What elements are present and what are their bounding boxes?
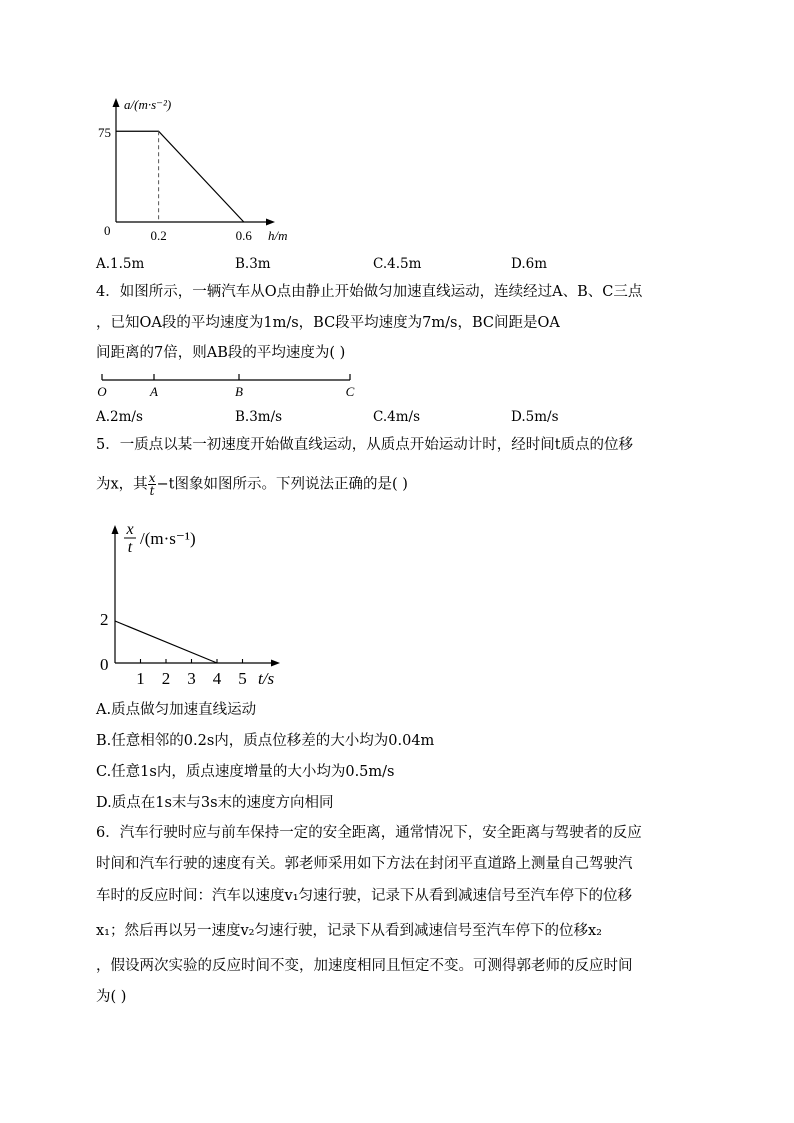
q5-line-2-pre: 为x，其 (96, 476, 148, 493)
q5-option-d: D.质点在1s末与3s末的速度方向相同 (96, 795, 334, 811)
q6-line-1: 6．汽车行驶时应与前车保持一定的安全距离，通常情况下，安全距离与驾驶者的反应 (96, 825, 642, 841)
q5-option-b: B.任意相邻的0.2s内，质点位移差的大小均为0.04m (96, 733, 435, 749)
y-axis-arrow (113, 98, 120, 107)
q4-option-c: C.4m/s (373, 409, 421, 425)
point-b: B (235, 384, 243, 399)
y-label-numerator: x (126, 521, 134, 538)
y-label-unit: /(m·s⁻¹) (140, 529, 196, 548)
q5-option-c: C.任意1s内，质点速度增量的大小均为0.5m/s (96, 764, 395, 780)
q3-option-d: D.6m (511, 256, 548, 272)
y-label-denominator: t (127, 539, 133, 556)
y-axis-label: a/(m·s⁻²) (124, 97, 172, 112)
q6-line-5: ，假设两次实验的反应时间不变，加速度相同且恒定不变。可测得郭老师的反应时间 (96, 958, 633, 974)
x-tick-0.2: 0.2 (150, 228, 167, 243)
x-tick-2: 2 (161, 669, 171, 688)
q3-option-c: C.4.5m (373, 256, 422, 272)
x-tick-5: 5 (238, 669, 247, 688)
q4-line-2: ，已知OA段的平均速度为1m/s，BC段平均速度为7m/s，BC间距是OA (96, 315, 560, 331)
q3-option-a: A.1.5m (96, 256, 145, 272)
y-axis-arrow (112, 525, 119, 534)
q4-line-3: 间距离的7倍，则AB段的平均速度为( ) (96, 345, 346, 361)
point-a: A (150, 384, 158, 399)
x-tick-0.6: 0.6 (235, 228, 252, 243)
acceleration-height-graph (90, 92, 320, 252)
q6-line-2: 时间和汽车行驶的速度有关。郭老师采用如下方法在封闭平直道路上测量自己驾驶汽 (96, 856, 633, 872)
x-axis-arrow (271, 660, 280, 667)
origin-label: 0 (100, 655, 109, 674)
q3-option-b: B.3m (235, 256, 271, 272)
x-tick-3: 3 (187, 669, 196, 688)
q4-option-d: D.5m/s (511, 409, 559, 425)
point-o: O (97, 384, 107, 399)
y-tick-2: 2 (100, 610, 109, 629)
q4-option-a: A.2m/s (96, 409, 143, 425)
q4-line-1: 4．如图所示，一辆汽车从O点由静止开始做匀加速直线运动，连续经过A、B、C三点 (96, 284, 643, 300)
q6-line-3: 车时的反应时间：汽车以速度v₁匀速行驶，记录下从看到减速信号至汽车停下的位移 (96, 888, 633, 904)
q5-frac-den: t (149, 484, 155, 498)
q5-line-2-post: −t图象如图所示。下列说法正确的是( ) (156, 476, 408, 493)
q5-frac-num: x (148, 471, 156, 485)
acceleration-line (116, 131, 244, 222)
q5-line-1: 5．一质点以某一初速度开始做直线运动，从质点开始运动计时，经时间t质点的位移 (96, 437, 634, 453)
segment-diagram (92, 370, 362, 402)
point-c: C (345, 384, 355, 399)
x-tick-1: 1 (136, 669, 145, 688)
y-tick-75: 75 (98, 125, 111, 140)
q4-option-b: B.3m/s (235, 409, 283, 425)
data-line (115, 621, 217, 663)
x-axis-label: h/m (268, 228, 288, 243)
x-axis-arrow (266, 219, 275, 226)
q6-line-4: x₁；然后再以另一速度v₂匀速行驶，记录下从看到减速信号至汽车停下的位移x₂ (96, 923, 602, 939)
x-axis-label: t/s (258, 669, 275, 688)
q5-line-2 (96, 472, 408, 497)
origin-label: 0 (104, 223, 111, 238)
x-tick-4: 4 (212, 669, 222, 688)
position-over-time-graph (92, 518, 292, 690)
q5-option-a: A.质点做匀加速直线运动 (96, 702, 257, 718)
q6-line-6: 为( ) (96, 989, 127, 1005)
